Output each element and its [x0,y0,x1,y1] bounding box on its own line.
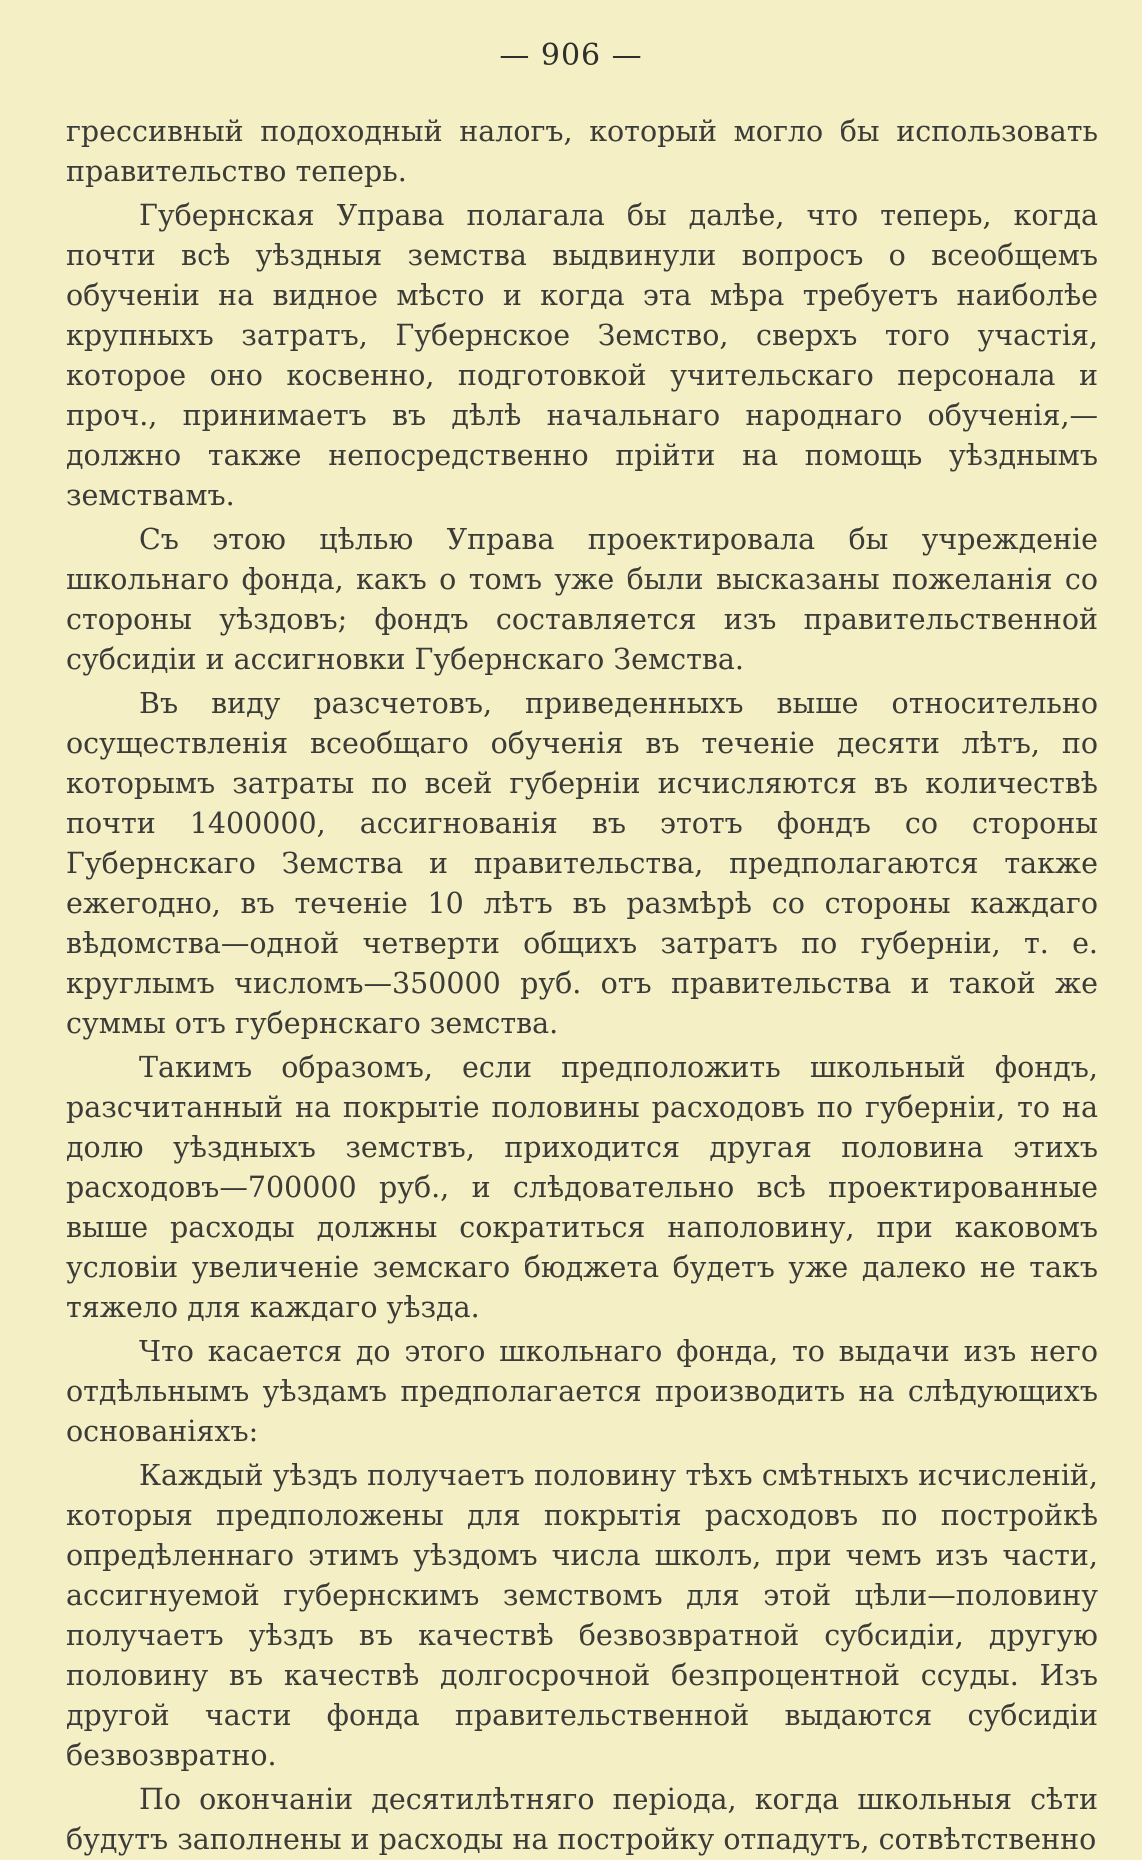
paragraph: Такимъ образомъ, если предположить школьный фондъ, разсчитанный на покрытіе половины расходовъ по губерніи, то на долю уѣздныхъ земствъ, приходится другая половина этихъ расходовъ—700000 руб., и слѣдовательно всѣ проектированные выше расходы должны сократиться наполовину, при каковомъ условіи увеличеніе земскаго бюджета будетъ уже далеко не такъ тяжело для каждаго уѣзда. [66,1051,1098,1324]
paragraph: Съ этою цѣлью Управа проектировала бы учрежденіе школьнаго фонда, какъ о томъ уже были высказаны пожеланія со стороны уѣздовъ; фондъ составляется изъ правительственной субсидіи и ассигновки Губернскаго Земства. [66,523,1098,676]
body-text [66,112,1098,1860]
page-number: — 906 — [499,38,643,73]
paragraph: грессивный подоходный налогъ, который могло бы использовать правительство теперь. [66,115,1098,188]
paragraph: Губернская Управа полагала бы далѣе, что теперь, когда почти всѣ уѣздныя земства выдвинули вопросъ о всеобщемъ обученіи на видное мѣсто и когда эта мѣра требуетъ наиболѣе крупныхъ затратъ, Губернское Земство, сверхъ того участія, которое оно косвенно, подготовкой учительскаго персонала и проч., принимаетъ въ дѣлѣ начальнаго народнаго обученія,—должно также непосредственно прійти на помощь уѣзднымъ земствамъ. [66,199,1098,512]
paragraph: Что касается до этого школьнаго фонда, то выдачи изъ него отдѣльнымъ уѣздамъ предполагается производить на слѣдующихъ основаніяхъ: [66,1335,1098,1448]
paragraph: Въ виду разсчетовъ, приведенныхъ выше относительно осуществленія всеобщаго обученія въ теченіе десяти лѣтъ, по которымъ затраты по всей губерніи исчисляются въ количествѣ почти 1400000, ассигнованія въ этотъ фондъ со стороны Губернскаго Земства и правительства, предполагаются также ежегодно, въ теченіе 10 лѣтъ въ размѣрѣ со стороны каждаго вѣдомства—одной четверти общихъ затратъ по губерніи, т. е. круглымъ числомъ—350000 руб. отъ правительства и такой же суммы отъ губернскаго земства. [66,687,1098,1040]
paragraph: По окончаніи десятилѣтняго періода, когда школьныя сѣти будутъ заполнены и расходы на постройку отпадутъ, сотвѣтственно [66,1783,1098,1856]
paragraph: Каждый уѣздъ получаетъ половину тѣхъ смѣтныхъ исчисленій, которыя предположены для покрытія расходовъ по постройкѣ опредѣленнаго этимъ уѣздомъ числа школъ, при чемъ изъ части, ассигнуемой губернскимъ земствомъ для этой цѣли—половину получаетъ уѣздъ въ качествѣ безвозвратной субсидіи, другую половину въ качествѣ долгосрочной безпроцентной ссуды. Изъ другой части фонда правительственной выдаются субсидіи безвозвратно. [66,1459,1098,1772]
